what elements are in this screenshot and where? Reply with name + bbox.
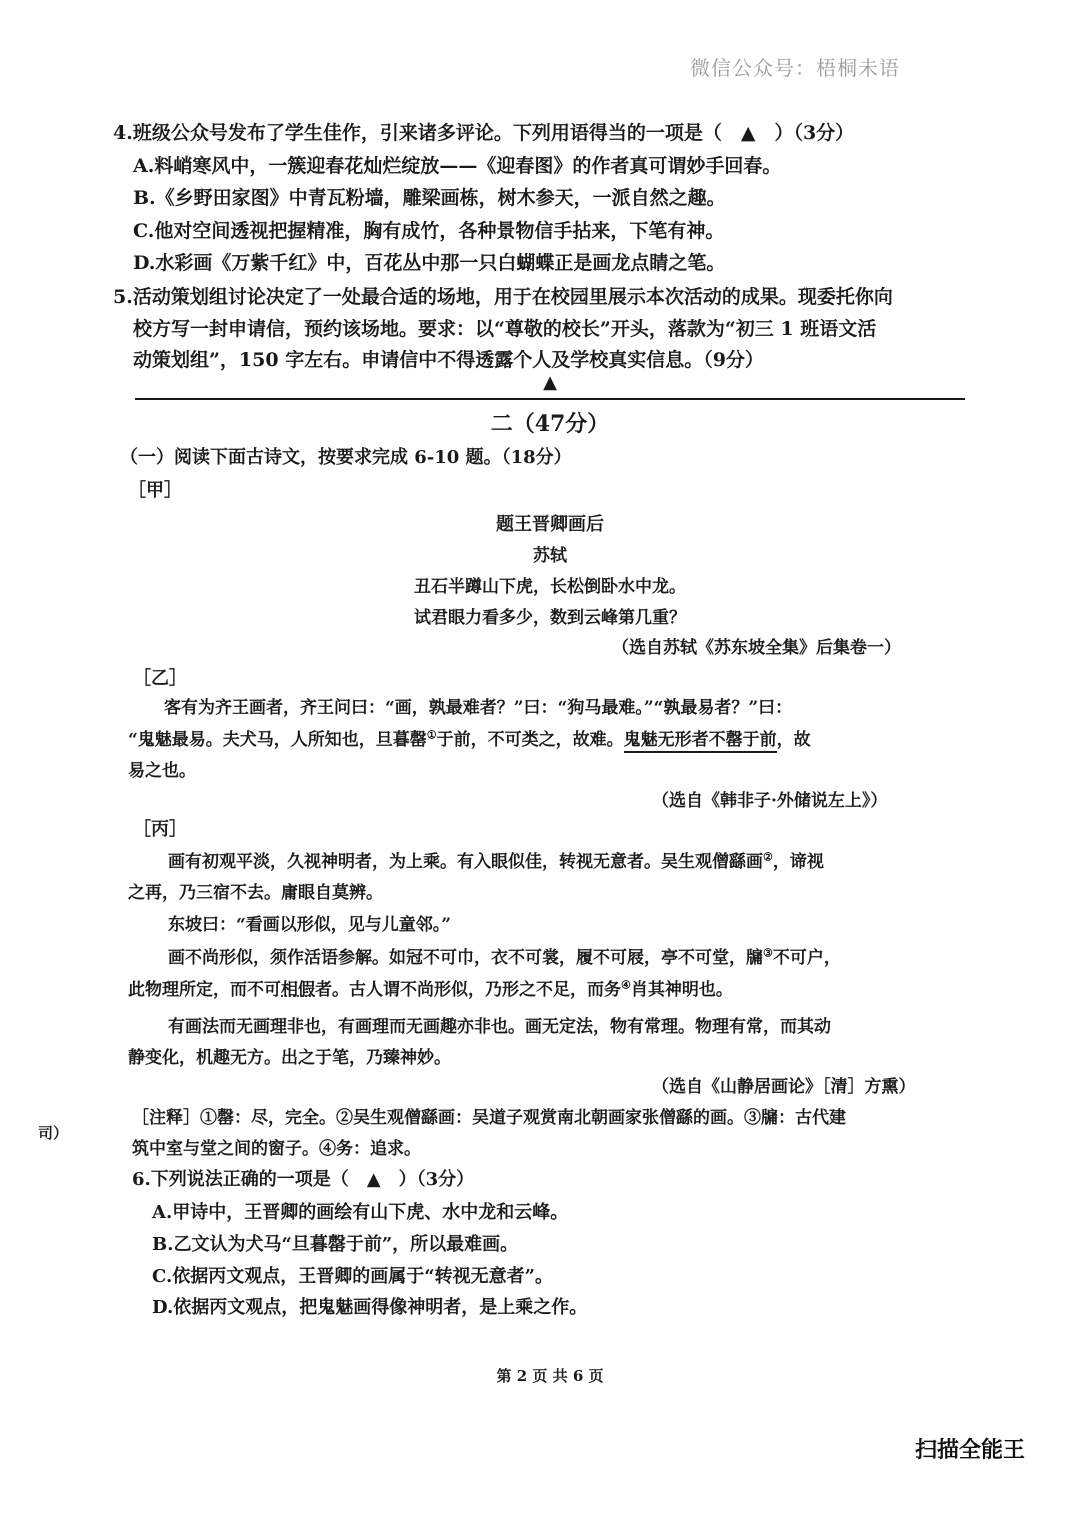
- yi-paragraph-line-1: 客有为齐王画者，齐王问曰：“画，孰最难者？”曰：“狗马最难。”“孰最易者？”曰：: [164, 698, 793, 718]
- bing-line-2: 之再，乃三宿不去。庸眼自莫辨。: [128, 883, 383, 903]
- yi-paragraph-line-2: [128, 725, 811, 750]
- question-5-line-2: 校方写一封申请信，预约该场地。要求：以“尊敬的校长”开头，落款为“初三 1 班语文活: [133, 318, 877, 340]
- section-2-intro: （一）阅读下面古诗文，按要求完成 6-10 题。（18分）: [120, 447, 572, 468]
- page-edge-fragment: 司）: [38, 1124, 69, 1142]
- bing-line-6: 有画法而无画理非也，有画理而无画趣亦非也。画无定法，物有常理。物理有常，而其动: [168, 1017, 831, 1037]
- bing-line-4: [168, 943, 841, 968]
- question-4-stem: 4.班级公众号发布了学生佳作，引来诸多评论。下列用语得当的一项是（ ▲ ）（3分）: [113, 122, 855, 144]
- bing-line-5-part-b: 者。古人谓不尚形似，乃形之不足，而务: [315, 980, 621, 1000]
- question-4-option-c: C.他对空间透视把握精准，胸有成竹，各种景物信手拈来，下笔有神。: [133, 220, 725, 242]
- question-6-option-b: B.乙文认为犬马“旦暮罄于前”，所以最难画。: [152, 1234, 519, 1255]
- question-5-line-1: 5.活动策划组讨论决定了一处最合适的场地，用于在校园里展示本次活动的成果。现委托你向: [113, 286, 893, 308]
- bing-line-4-part-b: 不可户，: [772, 948, 841, 968]
- poem-title: 题王晋卿画后: [496, 514, 604, 535]
- question-6-stem: 6.下列说法正确的一项是（ ▲ ）（3分）: [132, 1169, 475, 1190]
- dotted-word: 相假: [281, 980, 315, 1000]
- passage-yi-label: ［乙］: [133, 668, 187, 689]
- bing-line-7: 静变化，机趣无方。出之于笔，乃臻神妙。: [128, 1048, 451, 1068]
- poem-author: 苏轼: [533, 546, 567, 566]
- page-number: 第 2 页 共 6 页: [496, 1367, 604, 1385]
- bing-line-5: [128, 975, 733, 1000]
- yi-line-2-part-c: ，故: [776, 730, 811, 750]
- question-4-option-d: D.水彩画《万紫千红》中，百花丛中那一只白蝴蝶正是画龙点睛之笔。: [133, 252, 726, 274]
- question-6-option-c: C.依据丙文观点，王晋卿的画属于“转视无意者”。: [152, 1266, 553, 1287]
- question-4-option-b: B.《乡野田家图》中青瓦粉墙，雕梁画栋，树木参天，一派自然之趣。: [133, 187, 726, 209]
- question-6-option-a: A.甲诗中，王晋卿的画绘有山下虎、水中龙和云峰。: [152, 1202, 569, 1223]
- passage-jia-label: ［甲］: [128, 480, 182, 501]
- bing-line-4-part-a: 画不尚形似，须作活语参解。如冠不可巾，衣不可裳，履不可屐，亭不可堂，牖: [168, 948, 763, 968]
- yi-source: （选自《韩非子·外储说左上》）: [652, 791, 888, 811]
- passage-bing-label: ［丙］: [133, 819, 187, 840]
- notes-line-1: ［注释］①罄：尽，完全。②吴生观僧繇画：吴道子观赏南北朝画家张僧繇的画。③牖：古代建: [132, 1108, 846, 1128]
- bing-line-1-part-b: ，谛视: [772, 852, 824, 872]
- yi-paragraph-line-3: 易之也。: [128, 761, 196, 781]
- note-4-marker: ④: [621, 978, 631, 992]
- bing-source: （选自《山静居画论》［清］方熏）: [652, 1077, 916, 1097]
- section-divider: [135, 398, 965, 400]
- scanner-brand-logo: 扫描全能王: [914, 1438, 1025, 1463]
- bing-line-5-part-c: 肖其神明也。: [630, 980, 733, 1000]
- yi-line-2-part-a: “鬼魅最易。夫犬马，人所知也，旦暮罄: [128, 730, 427, 750]
- bing-line-1-part-a: 画有初观平淡，久视神明者，为上乘。有入眼似佳，转视无意者。吴生观僧繇画: [168, 852, 763, 872]
- bing-line-5-part-a: 此物理所定，而不可: [128, 980, 281, 1000]
- notes-line-2: 筑中室与堂之间的窗子。④务：追求。: [132, 1139, 421, 1159]
- poem-line-1: 丑石半蹲山下虎，长松倒卧水中龙。: [414, 577, 686, 597]
- watermark-text: 微信公众号：梧桐未语: [690, 56, 900, 80]
- answer-area-mark: ▲: [543, 372, 557, 393]
- note-1-marker: ①: [426, 728, 437, 742]
- yi-line-2-part-b: 于前，不可类之，故难。: [436, 730, 624, 750]
- poem-source: （选自苏轼《苏东坡全集》后集卷一）: [612, 638, 901, 658]
- question-4-option-a: A.料峭寒风中，一簇迎春花灿烂绽放——《迎春图》的作者真可谓妙手回春。: [133, 155, 782, 177]
- note-3-marker: ③: [763, 946, 773, 960]
- note-2-marker: ②: [763, 850, 773, 864]
- underlined-sentence: 鬼魅无形者不罄于前: [624, 730, 777, 753]
- bing-line-3: 东坡曰：“看画以形似，见与儿童邻。”: [168, 915, 452, 935]
- question-6-option-d: D.依据丙文观点，把鬼魅画得像神明者，是上乘之作。: [152, 1297, 588, 1318]
- bing-line-1: [168, 847, 824, 872]
- section-2-title: 二（47分）: [490, 411, 610, 437]
- question-5-line-3: 动策划组”，150 字左右。申请信中不得透露个人及学校真实信息。（9分）: [133, 349, 764, 371]
- poem-line-2: 试君眼力看多少，数到云峰第几重？: [414, 608, 686, 628]
